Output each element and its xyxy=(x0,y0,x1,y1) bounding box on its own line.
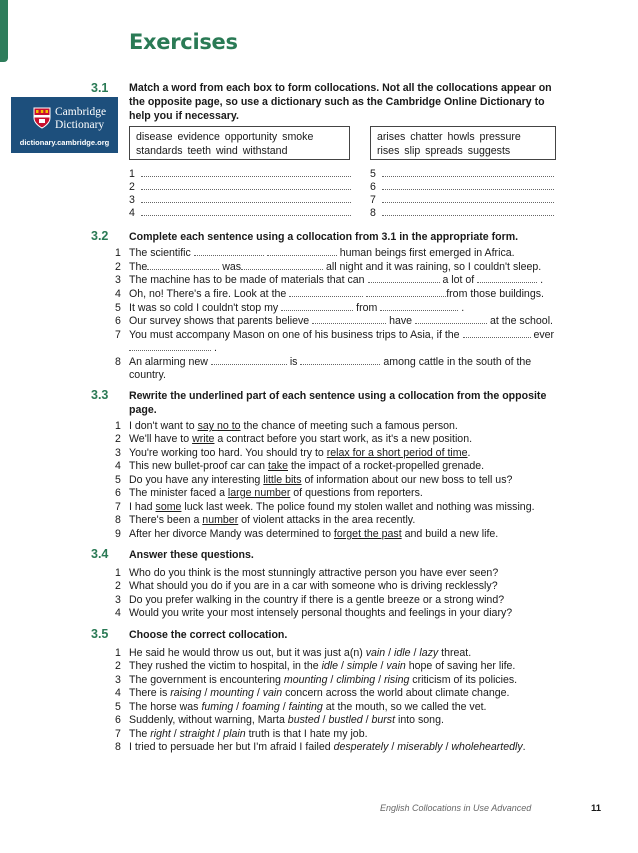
answer-number: 8 xyxy=(370,207,376,219)
word-box-1-line-1: disease evidence opportunity smoke xyxy=(136,131,314,143)
answer-blank[interactable] xyxy=(415,315,487,324)
answer-number: 5 xyxy=(370,168,376,180)
word-box-1 xyxy=(129,126,350,160)
option[interactable]: simple xyxy=(346,660,378,672)
exercise-item: 2 What should you do if you are in a car with someone who is driving recklessly? xyxy=(115,580,498,592)
exercise-item: 8 There's been a number of violent attacks in the area recently. xyxy=(115,514,416,526)
option[interactable]: mounting xyxy=(283,674,328,686)
section-3-1-number: 3.1 xyxy=(91,81,109,95)
answer-blank[interactable] xyxy=(368,274,440,283)
exercise-item: 5 It was so cold I couldn't stop my from . xyxy=(115,302,465,314)
option[interactable]: plain xyxy=(223,728,246,740)
answer-blank[interactable] xyxy=(380,302,458,311)
exercise-item: 5 Do you have any interesting little bits of information about our new boss to tell us? xyxy=(115,474,513,486)
word-box-2-line-2: rises slip spreads suggests xyxy=(377,144,511,157)
option[interactable]: miserably xyxy=(397,741,443,753)
logo-line-2: Dictionary xyxy=(55,119,105,131)
option[interactable]: vain xyxy=(386,660,406,672)
option[interactable]: desperately xyxy=(333,741,389,753)
option[interactable]: foaming xyxy=(242,701,280,713)
answer-line[interactable] xyxy=(129,194,351,207)
cambridge-dictionary-logo[interactable] xyxy=(11,97,118,153)
exercise-item: 4 Would you write your most intensely personal thoughts and feelings in your diary? xyxy=(115,607,513,619)
exercise-item: 4 This new bullet-proof car can take the impact of a rocket-propelled grenade. xyxy=(115,460,485,472)
exercise-item-continuation: . xyxy=(129,342,599,356)
answer-number: 7 xyxy=(370,194,376,206)
cambridge-shield-icon xyxy=(33,107,51,129)
answer-blank[interactable] xyxy=(267,247,337,256)
word-box-1-line-2: standards teeth wind withstand xyxy=(136,144,288,157)
option[interactable]: busted xyxy=(287,714,320,726)
option[interactable]: idle xyxy=(321,660,339,672)
exercise-item: 7 You must accompany Mason on one of his business trips to Asia, if the ever xyxy=(115,329,555,341)
exercise-item: 2 They rushed the victim to hospital, in the idle / simple / vain hope of saving her life. xyxy=(115,660,516,672)
answer-line[interactable] xyxy=(370,181,554,194)
section-3-5-number: 3.5 xyxy=(91,627,109,641)
exercise-item: 3 You're working too hard. You should try to relax for a short period of time. xyxy=(115,447,471,459)
answer-line[interactable] xyxy=(129,168,351,181)
exercise-item: 4 There is raising / mounting / vain concern across the world about climate change. xyxy=(115,687,510,699)
option[interactable]: bustled xyxy=(328,714,363,726)
logo-line-1: Cambridge xyxy=(55,106,107,118)
exercise-item: 7 I had some luck last week. The police found my stolen wallet and nothing was missing. xyxy=(115,501,535,513)
section-3-3-instruction: Rewrite the underlined part of each sentence using a collocation from the opposite page. xyxy=(129,390,547,416)
exercise-item: 3 Do you prefer walking in the country if there is a gentle breeze or a strong wind? xyxy=(115,594,505,606)
answer-blank[interactable] xyxy=(477,274,537,283)
section-3-3-number: 3.3 xyxy=(91,388,109,402)
exercise-item: 2 The was all night and it was raining, so I couldn't sleep. xyxy=(115,261,542,273)
option[interactable]: raising xyxy=(170,687,202,699)
exercise-item: 2 We'll have to write a contract before you start work, as it's a new position. xyxy=(115,433,473,445)
section-3-2-number: 3.2 xyxy=(91,229,109,243)
answer-line[interactable] xyxy=(370,194,554,207)
answer-blank[interactable] xyxy=(366,288,446,297)
answer-number: 6 xyxy=(370,181,376,193)
answer-blank[interactable] xyxy=(211,356,287,365)
exercise-item: 8 An alarming new is among cattle in the south of the xyxy=(115,356,532,368)
answer-number: 1 xyxy=(129,168,135,180)
exercise-item: 3 The machine has to be made of materials that can a lot of . xyxy=(115,274,544,286)
section-3-4-instruction: Answer these questions. xyxy=(129,549,254,561)
exercise-item: 6 Suddenly, without warning, Marta busted / bustled / burst into song. xyxy=(115,714,444,726)
section-3-5-instruction: Choose the correct collocation. xyxy=(129,629,288,641)
answer-number: 2 xyxy=(129,181,135,193)
option[interactable]: fainting xyxy=(288,701,323,713)
section-3-2-instruction: Complete each sentence using a collocation from 3.1 in the appropriate form. xyxy=(129,231,519,243)
answer-blank[interactable] xyxy=(289,288,363,297)
logo-wordmark xyxy=(55,106,106,132)
exercise-item: 3 The government is encountering mounting / climbing / rising criticism of its policies. xyxy=(115,674,518,686)
exercise-item-continuation: country. xyxy=(129,369,166,381)
option[interactable]: rising xyxy=(384,674,410,686)
answer-blank[interactable] xyxy=(300,356,380,365)
answer-line[interactable] xyxy=(129,207,351,220)
page-number: 11 xyxy=(591,803,602,814)
answer-number: 3 xyxy=(129,194,135,206)
answer-line[interactable] xyxy=(370,207,554,220)
word-box-2 xyxy=(370,126,556,160)
option[interactable]: idle xyxy=(394,647,411,659)
answer-line[interactable] xyxy=(370,168,554,181)
exercise-item: 1 I don't want to say no to the chance of meeting such a famous person. xyxy=(115,420,458,432)
option[interactable]: vain xyxy=(262,687,283,699)
exercise-item: 6 Our survey shows that parents believe have at the school. xyxy=(115,315,553,327)
logo-url: dictionary.cambridge.org xyxy=(19,138,110,147)
option[interactable]: burst xyxy=(371,714,396,726)
exercise-item: 9 After her divorce Mandy was determined to forget the past and build a new life. xyxy=(115,528,499,540)
answer-blank[interactable] xyxy=(463,329,531,338)
answer-line[interactable] xyxy=(129,181,351,194)
answer-blank[interactable] xyxy=(147,261,219,270)
option[interactable]: wholeheartedly xyxy=(451,741,523,753)
answer-blank[interactable] xyxy=(281,302,353,311)
option[interactable]: vain xyxy=(365,647,386,659)
exercise-item: 1 The scientific human beings first emerged in Africa. xyxy=(115,247,515,259)
section-3-1-instruction: Match a word from each box to form collocations. Not all the collocations appear on the opposite page, so use a dictionary such as the Cambridge Online Dictionary to help you if necessary. xyxy=(129,82,552,122)
exercise-item: 1 Who do you think is the most stunningly attractive person you have ever seen? xyxy=(115,567,499,579)
exercise-item: 8 I tried to persuade her but I'm afraid I failed desperately / miserably / wholeheartedly. xyxy=(115,741,526,753)
option[interactable]: fuming xyxy=(201,701,234,713)
exercise-item: 4 Oh, no! There's a fire. Look at the from those buildings. xyxy=(115,288,544,300)
exercise-item: 5 The horse was fuming / foaming / fainting at the mouth, so we called the vet. xyxy=(115,701,487,713)
chapter-tab-marker xyxy=(0,0,8,62)
footer-book-title: English Collocations in Use Advanced xyxy=(380,803,532,813)
option[interactable]: mounting xyxy=(210,687,254,699)
answer-blank[interactable] xyxy=(241,261,323,270)
answer-blank[interactable] xyxy=(129,342,211,351)
answer-blank[interactable] xyxy=(312,315,386,324)
option[interactable]: straight xyxy=(179,728,215,740)
answer-blank[interactable] xyxy=(194,247,264,256)
exercise-item: 1 He said he would throw us out, but it was just a(n) vain / idle / lazy threat. xyxy=(115,647,472,659)
page-title: Exercises xyxy=(129,30,238,54)
exercise-item: 6 The minister faced a large number of questions from reporters. xyxy=(115,487,423,499)
exercise-item: 7 The right / straight / plain truth is that I hate my job. xyxy=(115,728,368,740)
option[interactable]: lazy xyxy=(419,647,439,659)
section-3-4-number: 3.4 xyxy=(91,547,109,561)
option[interactable]: right xyxy=(150,728,171,740)
option[interactable]: climbing xyxy=(336,674,376,686)
answer-number: 4 xyxy=(129,207,135,219)
word-box-2-line-1: arises chatter howls pressure xyxy=(377,131,521,143)
